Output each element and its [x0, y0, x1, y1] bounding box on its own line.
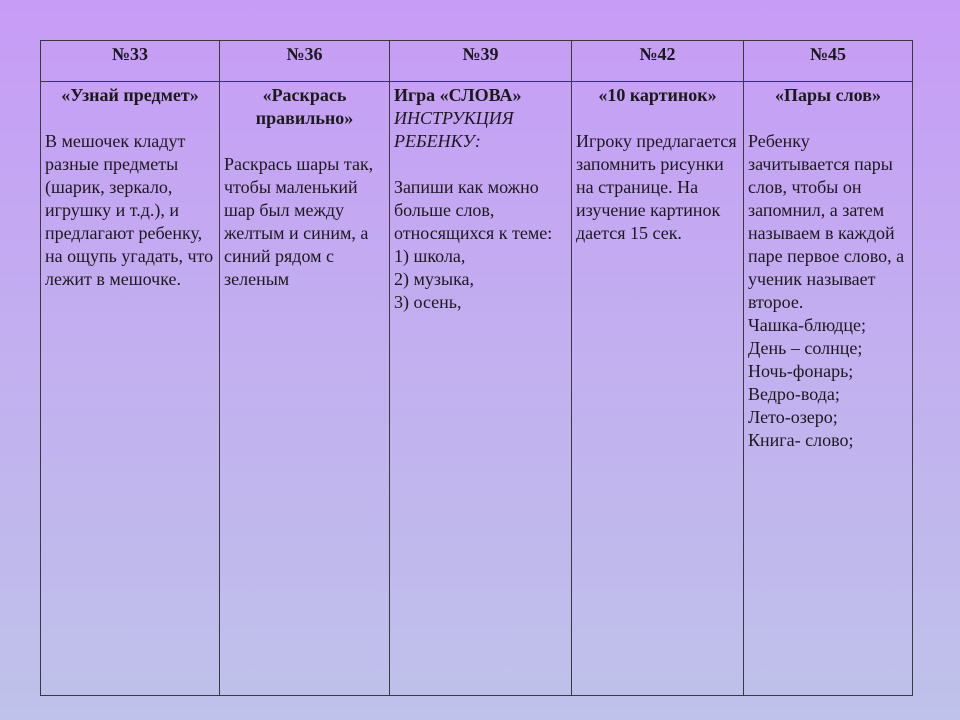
list-item: 3) осень, — [394, 292, 462, 312]
game-title: «10 картинок» — [598, 85, 717, 105]
list-item: Чашка-блюдце; — [748, 315, 867, 335]
game-cell-42 — [572, 82, 744, 696]
header-cell: №36 — [220, 41, 390, 82]
list-item: День – солнце; — [748, 338, 863, 358]
game-cell-45 — [744, 82, 913, 696]
list-item: 1) школа, — [394, 246, 466, 266]
header-cell: №33 — [41, 41, 220, 82]
game-description: В мешочек кладут разные предметы (шарик, зеркало, игрушку и т.д.), и предлагают ребенку, на ощупь угадать, что лежит в мешочке. — [45, 131, 214, 289]
list-item: Ночь-фонарь; — [748, 361, 854, 381]
header-row — [41, 41, 913, 82]
game-description: Ребенку зачитывается пары слов, чтобы он запомнил, а затем называем в каждой паре первое слово, а ученик называет второе. — [748, 131, 905, 312]
game-title: «Узнай предмет» — [61, 85, 199, 105]
list-item: 2) музыка, — [394, 269, 475, 289]
game-description: Раскрась шары так, чтобы маленький шар был между желтым и синим, а синий рядом с зеленым — [224, 154, 374, 289]
game-description: Игроку предлагается запомнить рисунки на странице. На изучение картинок дается 15 сек. — [576, 131, 737, 243]
header-cell: №45 — [744, 41, 913, 82]
game-instruction: ИНСТРУКЦИЯ РЕБЕНКУ: — [394, 108, 514, 151]
header-cell: №39 — [390, 41, 572, 82]
game-title: Игра «СЛОВА» — [394, 85, 522, 105]
list-item: Ведро-вода; — [748, 384, 840, 404]
game-description: Запиши как можно больше слов, относящихся к теме: — [394, 177, 553, 243]
game-title: «Пары слов» — [775, 85, 881, 105]
header-cell: №42 — [572, 41, 744, 82]
list-item: Книга- слово; — [748, 430, 854, 450]
game-cell-36 — [220, 82, 390, 696]
games-table — [40, 40, 913, 696]
game-cell-39 — [390, 82, 572, 696]
list-item: Лето-озеро; — [748, 407, 838, 427]
game-cell-33 — [41, 82, 220, 696]
content-row — [41, 82, 913, 696]
game-title: «Раскрась правильно» — [255, 85, 354, 128]
